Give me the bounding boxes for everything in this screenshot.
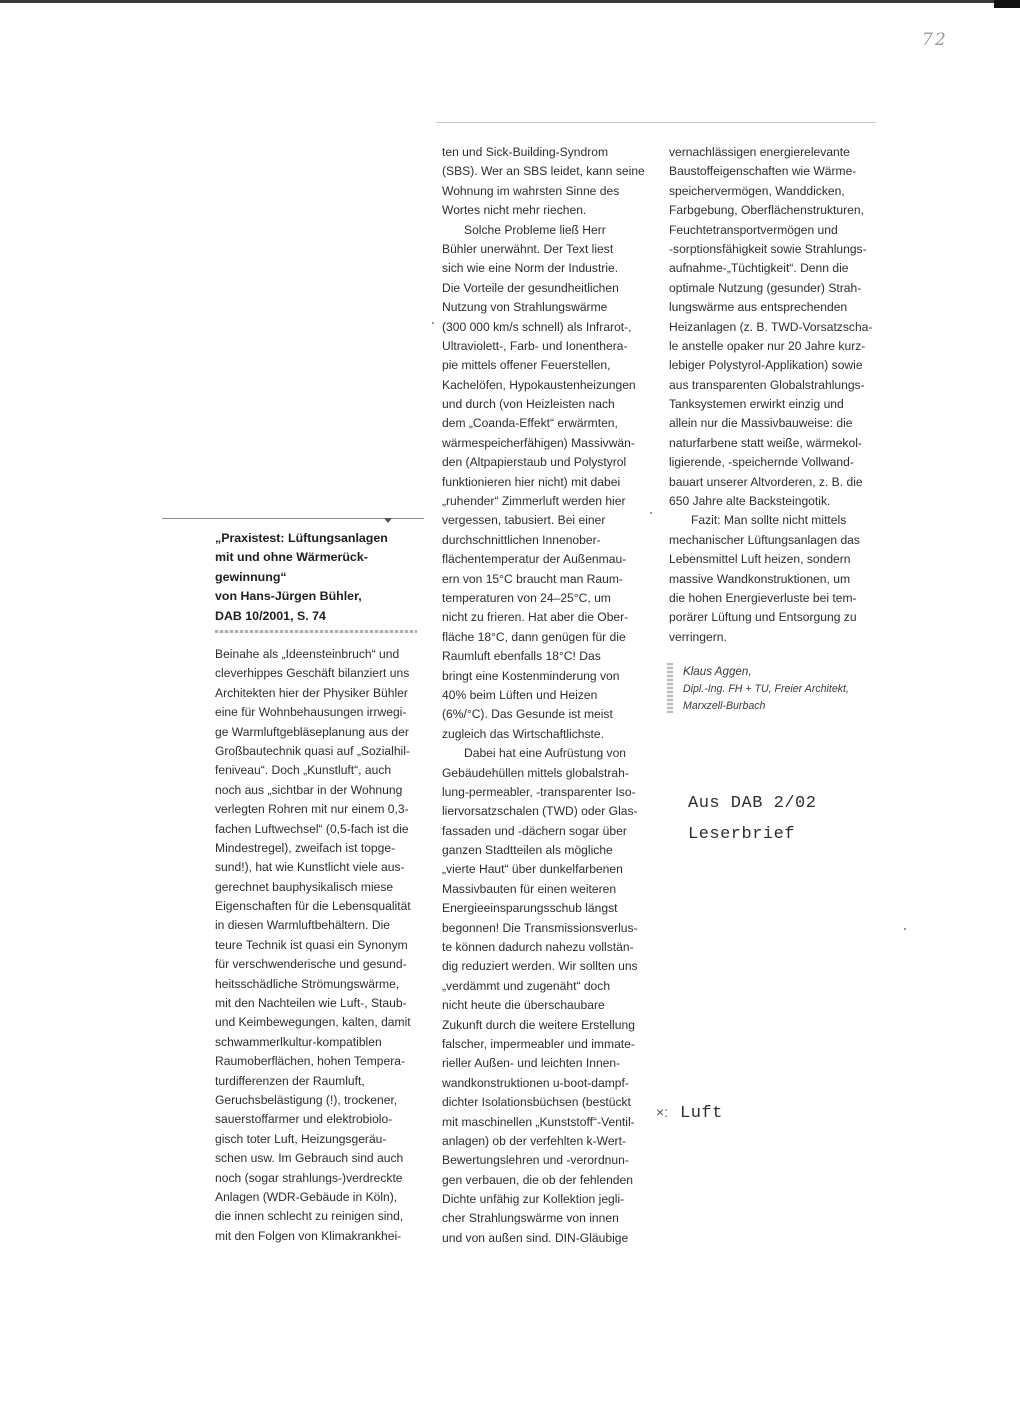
text-line: verlegten Rohren mit nur einem 0,3-: [215, 802, 409, 817]
text-line: fachen Luftwechsel“ (0,5-fach ist die: [215, 821, 409, 836]
text-line: Beinahe als „Ideensteinbruch“ und: [215, 647, 400, 661]
text-line: dem „Coanda-Effekt“ erwärmten,: [442, 416, 618, 431]
text-line: flächentemperatur der Außenmau-: [442, 552, 627, 567]
text-line: 40% beim Lüften und Heizen: [442, 687, 598, 702]
text-line: in diesen Warmluftbehältern. Die: [215, 918, 390, 933]
text-line: verringern.: [669, 629, 727, 644]
text-line: noch aus „sichtbar in der Wohnung: [215, 782, 403, 797]
text-line: Lebensmittel Luft heizen, sondern: [669, 552, 851, 567]
text-line: temperaturen von 24–25°C, um: [442, 590, 611, 605]
text-line: dig reduziert werden. Wir sollten uns: [442, 959, 638, 974]
text-line: dichter Isolationsbüchsen (bestückt: [442, 1095, 631, 1110]
text-line: Massivbauten für einen weiteren: [442, 881, 617, 896]
text-line: mit maschinellen „Kunststoff“-Ventil-: [442, 1114, 635, 1129]
text-line: Dichte unfähig zur Kollektion jegli-: [442, 1192, 625, 1207]
reference-line: gewinnung“: [215, 569, 287, 584]
text-column-1: [215, 645, 420, 1246]
reference-underline: [215, 630, 417, 633]
text-line: lung-permeabler, -transparenter Iso-: [442, 784, 636, 799]
text-line: Wohnung im wahrsten Sinne des: [442, 183, 620, 198]
top-column-rule: [436, 122, 876, 123]
text-line: gen verbauen, die ob der fehlenden: [442, 1172, 633, 1187]
text-line: naturfarbene statt weiße, wärmekol-: [669, 435, 862, 450]
text-line: Fazit: Man sollte nicht mittels: [691, 513, 847, 528]
text-line: massive Wandkonstruktionen, um: [669, 571, 851, 586]
text-line: Energieeinsparungsschub längst: [442, 901, 618, 916]
text-line: sund!), hat wie Kunstlicht viele aus-: [215, 860, 405, 875]
reference-line: von Hans-Jürgen Bühler,: [215, 589, 362, 604]
text-line: Ultraviolett-, Farb- und Ionenthera-: [442, 338, 628, 353]
typed-note-marker: ×:: [656, 1104, 669, 1120]
text-line: aufnahme-„Tüchtigkeit“. Denn die: [669, 261, 849, 276]
text-line: „vierte Haut“ über dunkelfarbenen: [442, 862, 623, 877]
text-line: Eigenschaften für die Lebensqualität: [215, 899, 411, 914]
text-line: (SBS). Wer an SBS leidet, kann seine: [442, 164, 645, 179]
text-line: Die Vorteile der gesundheitlichen: [442, 280, 619, 295]
text-line: Architekten hier der Physiker Bühler: [215, 685, 408, 700]
scan-speck: [904, 928, 906, 930]
text-line: Nutzung von Strahlungswärme: [442, 300, 608, 315]
text-line: schen usw. Im Gebrauch sind auch: [215, 1151, 404, 1166]
text-line: pie mittels offener Feuerstellen,: [442, 358, 611, 373]
text-line: sich wie eine Norm der Industrie.: [442, 261, 619, 276]
author-name: Klaus Aggen,: [683, 665, 752, 678]
text-line: rieller Außen- und leichten Innen-: [442, 1056, 621, 1071]
text-line: vernachlässigen energierelevante: [669, 145, 850, 159]
text-line: gerechnet bauphysikalisch miese: [215, 879, 394, 894]
text-line: fassaden und -dächern sogar über: [442, 823, 627, 838]
text-line: Mindestregel), zweifach ist topge-: [215, 840, 396, 855]
text-line: nicht heute die überschaubare: [442, 998, 605, 1013]
text-line: begonnen! Die Transmissionsverlus-: [442, 920, 638, 935]
author-signature: [683, 663, 849, 716]
text-line: Wortes nicht mehr riechen.: [442, 203, 587, 218]
text-line: die innen schlecht zu reinigen sind,: [215, 1209, 404, 1224]
text-line: Geruchsbelästigung (!), trockener,: [215, 1092, 398, 1107]
text-line: gisch toter Luft, Heizungsgeräu-: [215, 1131, 387, 1146]
article-reference: [215, 529, 425, 626]
text-line: Farbgebung, Oberflächenstrukturen,: [669, 203, 864, 218]
text-line: lebiger Polystyrol-Applikation) sowie: [669, 358, 863, 373]
text-line: ern von 15°C braucht man Raum-: [442, 571, 623, 586]
text-line: schwammerlkultur-kompatiblen: [215, 1034, 382, 1049]
text-line: bauart unserer Altvorderen, z. B. die: [669, 474, 863, 489]
handwritten-page-number: 72: [922, 30, 948, 50]
text-line: feniveau“. Doch „Kunstluft“, auch: [215, 763, 392, 778]
text-line: teure Technik ist quasi ein Synonym: [215, 937, 408, 952]
text-line: ligierende, -speichernde Vollwand-: [669, 455, 854, 470]
text-column-2: [442, 143, 652, 1248]
signature-marker: [667, 663, 673, 713]
text-line: die hohen Energieverluste bei tem-: [669, 590, 857, 605]
text-line: ganzen Stadtteilen als mögliche: [442, 843, 613, 858]
text-line: te können dadurch nahezu vollstän-: [442, 940, 634, 955]
text-line: und durch (von Heizleisten nach: [442, 397, 615, 412]
reference-rule-arrow: [384, 518, 392, 523]
text-line: optimale Nutzung (gesunder) Strah-: [669, 280, 862, 295]
text-line: speichervermögen, Wanddicken,: [669, 183, 845, 198]
text-line: 650 Jahre alte Backsteingotik.: [669, 494, 831, 509]
text-line: fläche 18°C, dann genügen für die: [442, 629, 626, 644]
text-line: und Keimbewegungen, kalten, damit: [215, 1015, 411, 1030]
text-line: heitsschädliche Strömungswärme,: [215, 976, 400, 991]
scan-speck: [650, 512, 652, 514]
text-line: Gebäudehüllen mittels globalstrah-: [442, 765, 629, 780]
text-line: funktionieren hier nicht) mit dabei: [442, 474, 621, 489]
text-line: Raumluft ebenfalls 18°C! Das: [442, 649, 601, 664]
text-line: turdifferenzen der Raumluft,: [215, 1073, 365, 1088]
author-title: Dipl.-Ing. FH + TU, Freier Architekt,: [683, 682, 849, 695]
text-line: falscher, impermeabler und immate-: [442, 1036, 635, 1051]
text-line: sauerstoffarmer und elektrobiolo-: [215, 1112, 393, 1127]
text-line: zugleich das Wirtschaftlichste.: [442, 726, 604, 741]
text-line: -sorptionsfähigkeit sowie Strahlungs-: [669, 241, 867, 256]
text-line: cher Strahlungswärme von innen: [442, 1211, 619, 1226]
text-line: „verdämmt und zugenäht“ doch: [442, 978, 611, 993]
text-line: Feuchtetransportvermögen und: [669, 222, 838, 237]
text-line: nicht zu frieren. Hat aber die Ober-: [442, 610, 629, 625]
reference-line: „Praxistest: Lüftungsanlagen: [215, 531, 388, 545]
text-line: noch (sogar strahlungs-)verdreckte: [215, 1170, 403, 1185]
typed-note-source: Aus DAB 2/02: [688, 794, 817, 813]
text-line: durchschnittlichen Innenober-: [442, 532, 601, 547]
text-line: Bewertungslehren und -verordnun-: [442, 1153, 629, 1168]
text-column-3: [669, 143, 881, 647]
text-line: le anstelle opaker nur 20 Jahre kurz-: [669, 338, 866, 353]
text-line: mechanischer Lüftungsanlagen das: [669, 532, 860, 547]
text-line: wandkonstruktionen u-boot-dampf-: [442, 1075, 629, 1090]
text-line: Solche Probleme ließ Herr: [464, 222, 606, 237]
text-line: Großbautechnik quasi auf „Sozialhil-: [215, 743, 410, 758]
text-line: für verschwenderische und gesund-: [215, 957, 407, 972]
text-line: allein nur die Massivbauweise: die: [669, 416, 853, 431]
scan-edge-top: [0, 0, 1020, 3]
text-line: eine für Wohnbehausungen irrwegi-: [215, 705, 407, 720]
scan-speck: [432, 322, 434, 324]
text-line: bringt eine Kostenminderung von: [442, 668, 620, 683]
text-line: liervorsatzschalen (TWD) oder Glas-: [442, 804, 638, 819]
text-line: Tanksystemen erwirkt einzig und: [669, 397, 844, 412]
text-line: Anlagen (WDR-Gebäude in Köln),: [215, 1189, 398, 1204]
scan-edge-corner: [994, 0, 1020, 8]
text-line: Heizanlagen (z. B. TWD-Vorsatzscha-: [669, 319, 873, 334]
text-line: den (Altpapierstaub und Polystyrol: [442, 455, 627, 470]
text-line: anlagen) ob der verfehlten k-Wert-: [442, 1133, 626, 1148]
author-place: Marxzell-Burbach: [683, 700, 766, 712]
text-line: porärer Lüftung und Entsorgung zu: [669, 610, 857, 625]
typed-note-type: Leserbrief: [688, 825, 796, 844]
text-line: mit den Nachteilen wie Luft-, Staub-: [215, 996, 407, 1011]
text-line: cleverhippes Geschäft bilanziert uns: [215, 666, 410, 681]
text-line: und von außen sind. DIN-Gläubige: [442, 1230, 629, 1245]
text-line: Kachelöfen, Hypokaustenheizungen: [442, 377, 636, 392]
text-line: aus transparenten Globalstrahlungs-: [669, 377, 865, 392]
text-line: wärmespeicherfähigen) Massivwän-: [442, 435, 635, 450]
text-line: (6%/°C). Das Gesunde ist meist: [442, 707, 613, 722]
text-line: lungswärme aus entsprechenden: [669, 300, 848, 315]
text-line: ge Warmluftgebläseplanung aus der: [215, 724, 409, 739]
reference-line: mit und ohne Wärmerück-: [215, 550, 368, 565]
text-line: „ruhender“ Zimmerluft werden hier: [442, 494, 626, 509]
reference-line: DAB 10/2001, S. 74: [215, 608, 326, 623]
text-line: Raumoberflächen, hohen Tempera-: [215, 1054, 406, 1069]
text-line: Bühler unerwähnt. Der Text liest: [442, 241, 614, 256]
text-line: Zukunft durch die weitere Erstellung: [442, 1017, 635, 1032]
text-line: Dabei hat eine Aufrüstung von: [464, 746, 627, 761]
text-line: vergessen, tabusiert. Bei einer: [442, 513, 606, 528]
text-line: Baustoffeigenschaften wie Wärme-: [669, 164, 857, 179]
typed-note-keyword: Luft: [680, 1104, 723, 1123]
text-line: mit den Folgen von Klimakrankhei-: [215, 1228, 402, 1243]
text-line: ten und Sick-Building-Syndrom: [442, 145, 609, 159]
text-line: (300 000 km/s schnell) als Infrarot-,: [442, 319, 632, 334]
